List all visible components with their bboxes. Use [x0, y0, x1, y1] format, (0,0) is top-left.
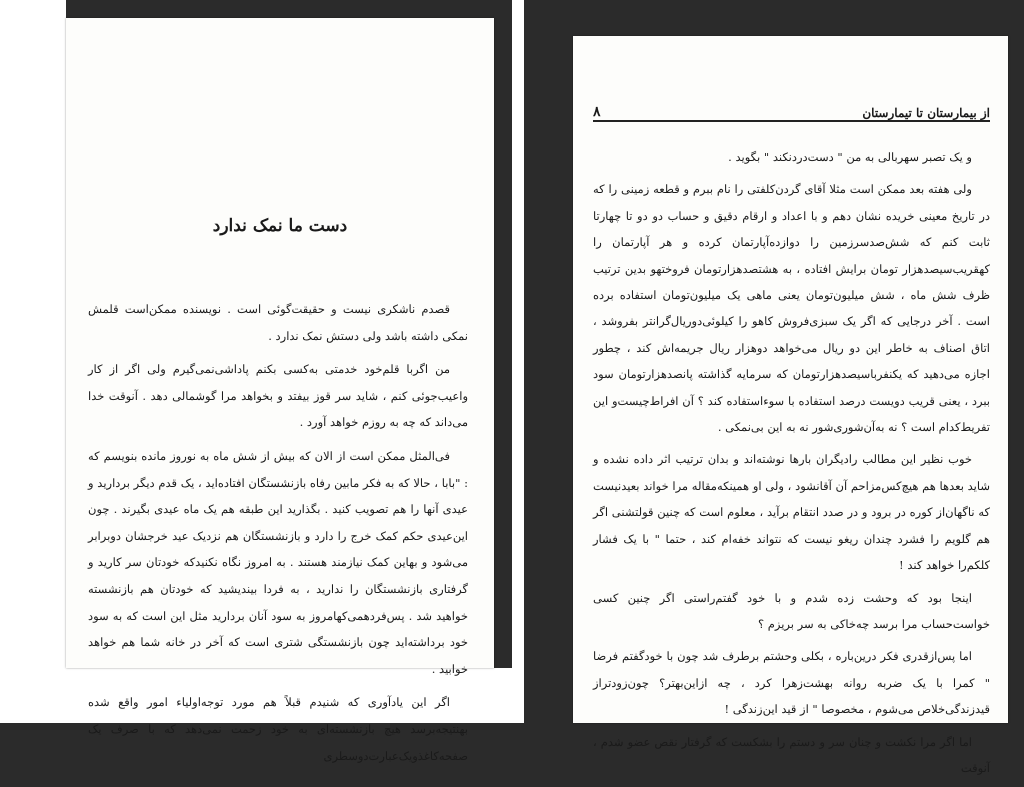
paragraph: خوب نظیر این مطالب رادیگران بارها نوشته‌اند و بدان ترتیب اثر داده نشده و شاید بعدها هم هیچ‌کس‌مزاحم آن آقانشود ، ولی او همینکه‌مقاله‌ مرا خواند بعیدنیست که ناگهان‌از کوره در برود و در صدد انتقام برآید ، معلوم است که چنین قولتشنی اگر هم گلویم را فشرد چندان ریغو نیست که نتواند خفه‌ام کند ، حتما " با یک فشار کلکم‌را خواهد کند !: [593, 452, 990, 573]
paragraph: فی‌المثل ممکن است از الان که بیش از شش ماه به نوروز مانده بنویسم که : "بابا ، حالا که به فکر ما‌بین رفاه بازنشستگان افتاده‌اید ، یک قدم دیگر بردارید و عیدی آنها را هم تصویب کنید . بگذارید این طبقه هم یک ماه عیدی بگیرند . چون این‌عیدی حکم کمک خرج را دارد و بازنشستگان هم نزدیک عید خرجشان دوبرابر می‌شود و بهاین کمک نیازمند هستند . به امروز نگاه نکنیدکه خودتان سر کارید و گرفتاری بازنشستگان را ندارید ، به فردا بیندیشید که خودتان هم بازنشسته خواهید شد . پس‌فردهمی‌کهامروز به سود آنان بردارید مثل این است که به سود خود برداشته‌اید چون بازنشستگی شتری است که آخر در خانه شما هم خواهد خوابید .: [88, 448, 468, 676]
right-page-body: [593, 144, 990, 787]
paragraph: قصدم ناشکری نیست و حقیقت‌گوئی است . نویسنده ممکن‌است قلمش نمکی داشته باشد ولی دستش نمک ندارد .: [88, 302, 468, 343]
right-page: [573, 36, 1008, 775]
paragraph: اما اگر مرا نکشت و چنان سر و دستم را بشکست که گرفتار نقص عضو شدم ، آنوقت: [593, 734, 990, 775]
paragraph: اما پس‌ازقدری فکر درین‌باره ، بکلی وحشتم برطرف شد چون با خودگفتم فرضا " کمرا با یک ضربه روانه بهشت‌زهرا کرد ، چه ازاین‌بهتر؟ چون‌زودتراز قیدزندگی‌خلاص می‌شوم ، مخصوصا " از قید این‌زندگی !: [593, 649, 990, 717]
paragraph: اگر این یادآوری که شنیدم قبلاً هم مورد توجه‌اولیاء امور واقع شده بهنتیجه‌برسد هیچ بازنشسته‌ای به خود زحمت نمی‌دهد که با صرف یک صفحه‌کاغذویک‌عبارت‌دوسطری: [88, 695, 468, 763]
chapter-title: دست ما نمک ندارد: [212, 216, 348, 236]
paragraph: و یک تصبر سهربالی به من " دست‌دردنکند " بگوید .: [728, 150, 972, 164]
left-page-body: [88, 296, 468, 776]
paragraph: اینجا بود که وحشت زده شدم و با خود گفتم‌راستی اگر چنین کسی خواست‌حساب مرا برسد چه‌خاکی به سر بریزم ؟: [593, 590, 990, 631]
page-number: ۸: [593, 104, 601, 120]
paragraph: من اگربا قلم‌خود خدمتی به‌کسی بکنم پاداشی‌نمی‌گیرم ولی اگر از کار واعیب‌جوئی کنم ، شاید سر قوز بیفتد و بخواهد مرا گوشمالی دهد . آنوقت خدا می‌داند که چه به روزم خواهد آورد .: [88, 362, 468, 430]
left-page: [66, 18, 494, 763]
page-divider: [512, 0, 524, 723]
header-title: از بیمارستان تا تیمارستان: [862, 106, 990, 120]
left-margin: [0, 0, 66, 723]
running-header: [593, 98, 990, 122]
paragraph: ولی هفته بعد ممکن است مثلا آقای گردن‌کلفتی را نام ببرم و قطعه‌ زمینی را که در تاریخ معینی خریده نشان دهم و با اعداد و ارقام دقیق و حساب دو دو تا چهارتا ثابت کنم که شش‌صدسرزمین را دوازده‌آپارتمان کرده و هر آپارتمان را کهقریب‌سیصدهزار تومان برایش افتاده ، به هشتصدهزارتومان فروختهو بدین ترتیب ظرف شش ماه ، شش میلیون‌تومان یعنی ماهی یک میلیون‌تومان استفاده برده است . آخر درجایی که اگر یک سبزی‌فروش کاهو را کیلوئی‌دوریال‌گرانتر بفروشد ، اتاق اصناف به خاطر این دو ریال می‌خواهد دوهزار ریال جریمه‌اش کند ، چطور اجازه می‌دهید که یکنفربا‌سیصدهزارتومان که سرمایه گذاشته پانصدهزارتومان سود ببرد ، یعنی قریب دویست درصد استفاده با سوءاستفاده کند ؟ آن افراط‌چیست‌و این تفریط‌کدام است ؟ نه به‌آن‌شوری‌شور نه به این بی‌نمکی .: [593, 182, 990, 435]
